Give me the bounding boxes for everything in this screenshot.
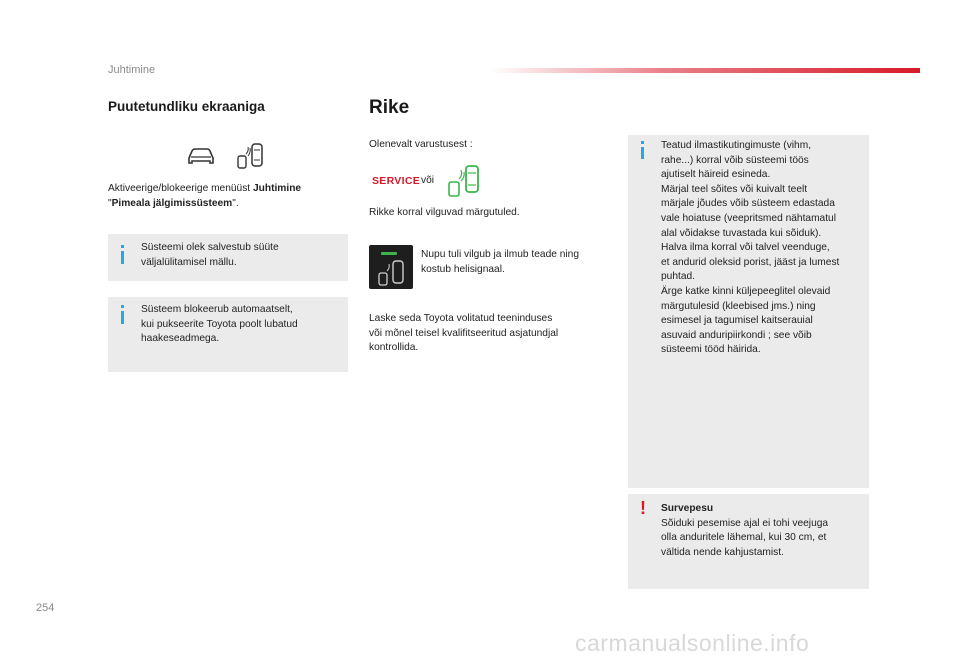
activation-instructions bbox=[108, 182, 343, 211]
dealer-text bbox=[369, 312, 558, 356]
info-box-towing bbox=[108, 297, 348, 372]
text-line: kostub helisignaal. bbox=[421, 263, 505, 275]
info-icon-bar bbox=[121, 311, 124, 324]
info-line: et andurid oleksid porist, jääst ja lumest bbox=[661, 256, 840, 268]
text-line: kontrollida. bbox=[369, 342, 419, 354]
info-icon-dot bbox=[121, 245, 124, 248]
activation-prefix: Aktiveerige/blokeerige menüüst bbox=[108, 183, 253, 194]
blind-spot-icon bbox=[236, 142, 266, 170]
warning-title: Survepesu bbox=[661, 503, 714, 514]
text-line: Nupu tuli vilgub ja ilmub teade ning bbox=[421, 249, 580, 260]
info-line: esimesel ja tagumisel kaitserauial bbox=[661, 315, 813, 327]
info-weather-text bbox=[661, 139, 866, 358]
text-line: Laske seda Toyota volitatud teeninduses bbox=[369, 313, 553, 324]
warning-box-wash bbox=[628, 494, 869, 589]
info-line: Märjal teel sõites või kuivalt teelt bbox=[661, 183, 808, 195]
info-line: ajutiselt häireid esineda. bbox=[661, 169, 771, 181]
info-line: vale hoiatuse (veepritsmed nähtamatul bbox=[661, 212, 836, 224]
button-led bbox=[381, 252, 397, 255]
info-line: väljalülitamisel mällu. bbox=[141, 256, 237, 268]
watermark: carmanualsonline.info bbox=[575, 630, 810, 656]
warning-exclamation-icon: ! bbox=[640, 498, 646, 518]
info-icon-dot bbox=[641, 141, 644, 144]
equipment-text: Olenevalt varustusest : bbox=[369, 139, 473, 150]
heading-fault: Rike bbox=[369, 97, 410, 118]
activation-suffix: ". bbox=[232, 197, 239, 209]
info-line: märgutulesid (kleebised jms.) ning bbox=[661, 300, 816, 312]
info-memory-text bbox=[141, 241, 279, 270]
button-blink-text bbox=[421, 248, 579, 277]
car-icon bbox=[186, 146, 216, 166]
info-line: alal võidakse tuvastada kui sõiduk). bbox=[661, 227, 822, 239]
info-line: Halva ilma korral või talvel veenduge, bbox=[661, 242, 830, 254]
warning-line: vältida nende kahjustamist. bbox=[661, 546, 784, 558]
warning-wash-text bbox=[661, 502, 866, 560]
info-icon-bar bbox=[121, 251, 124, 264]
heading-touchscreen: Puutetundliku ekraaniga bbox=[108, 99, 265, 114]
info-line: Süsteemi olek salvestub süüte bbox=[141, 242, 279, 253]
info-line: süsteemi tööd häirida. bbox=[661, 344, 761, 356]
info-icon-bar bbox=[641, 147, 644, 159]
page-number: 254 bbox=[36, 602, 55, 614]
info-towing-text bbox=[141, 303, 298, 347]
button-symbol-icon bbox=[377, 259, 407, 287]
info-line: rahe...) korral võib süsteemi töös bbox=[661, 154, 809, 166]
header-accent-bar bbox=[490, 68, 920, 73]
info-line: Süsteem blokeerub automaatselt, bbox=[141, 304, 293, 315]
info-line: kui pukseerite Toyota poolt lubatud bbox=[141, 318, 298, 330]
or-text: või bbox=[421, 175, 435, 186]
menu-name: Juhtimine bbox=[252, 183, 302, 194]
info-box-memory bbox=[108, 234, 348, 281]
blind-spot-green-icon bbox=[446, 164, 484, 198]
warning-line: olla anduritele lähemal, kui 30 cm, et bbox=[661, 532, 827, 544]
quote-open: " bbox=[108, 197, 112, 209]
info-line: Ärge katke kinni küljepeeglitel olevaid bbox=[661, 285, 831, 297]
info-line: puhtad. bbox=[661, 271, 695, 283]
info-line: haakeseadmega. bbox=[141, 333, 220, 345]
info-line: Teatud ilmastikutingimuste (vihm, bbox=[661, 140, 812, 151]
warning-line: Sõiduki pesemise ajal ei tohi veejuga bbox=[661, 517, 829, 529]
fault-text: Rikke korral vilguvad märgutuled. bbox=[369, 207, 520, 218]
section-title: Juhtimine bbox=[108, 64, 156, 76]
text-line: või mõnel teisel kvalifitseeritud asjatundjal bbox=[369, 327, 559, 339]
info-box-weather bbox=[628, 135, 869, 488]
menu-item-name: Pimeala jälgimissüsteem bbox=[111, 197, 233, 209]
service-warning-label: SERVICE bbox=[372, 175, 421, 187]
info-line: märjale jõudes võib süsteem edastada bbox=[661, 198, 835, 210]
info-line: asuvaid anduripiirkondi ; see võib bbox=[661, 329, 812, 341]
info-icon-dot bbox=[121, 305, 124, 308]
blind-spot-button[interactable] bbox=[369, 245, 413, 289]
